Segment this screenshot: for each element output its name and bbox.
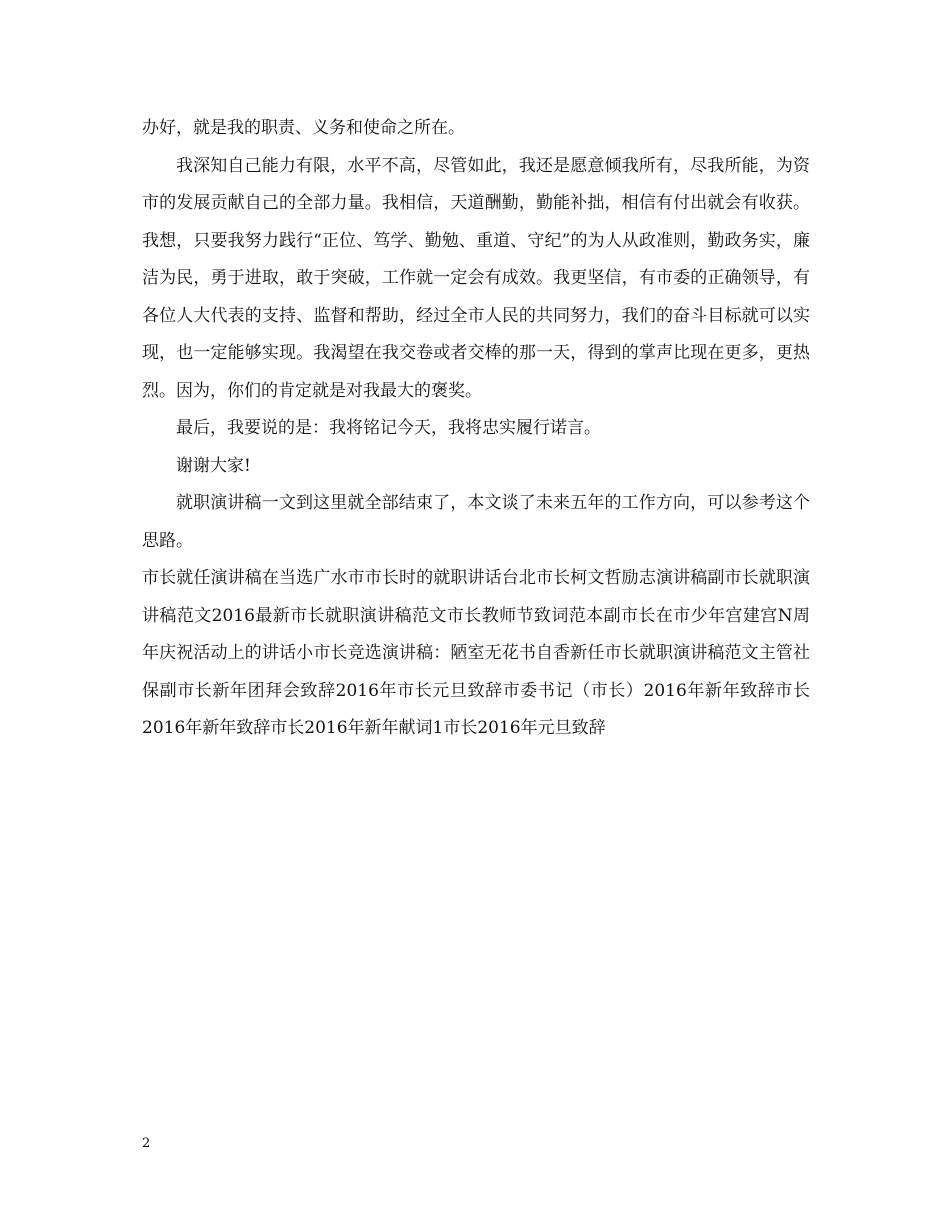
paragraph-closing-remark: 最后，我要说的是：我将铭记今天，我将忠实履行诺言。 <box>176 418 601 438</box>
related-articles-text: 市长就任演讲稿在当选广水市市长时的就职讲话台北市长柯文哲励志演讲稿副市长就职演讲稿范文2016最新市长就职演讲稿范文市长教师节致词范本副市长在市少年宫建宫N周年庆祝活动上的讲话小市长竞选演讲稿：陋室无花书自香新任市长就职演讲稿范文主管社保副市长新年团拜会致辞2016年市长元旦致辞市委书记（市长）2016年新年致辞市长2016年新年致辞市长2016年新年献词1市长2016年元旦致辞 <box>142 568 810 738</box>
paragraph-thanks: 谢谢大家! <box>176 455 251 476</box>
paragraph-commitment: 我深知自己能力有限，水平不高，尽管如此，我还是愿意倾我所有，尽我所能，为资市的发展贡献自己的全部力量。我相信，天道酬勤，勤能补拙，相信有付出就会有收获。我想，只要我努力践行“正位、笃学、勤勉、重道、守纪”的为人从政准则，勤政务实，廉洁为民，勇于进取，敢于突破，工作就一定会有成效。我更坚信，有市委的正确领导，有各位人大代表的支持、监督和帮助，经过全市人民的共同努力，我们的奋斗目标就可以实现，也一定能够实现。我渴望在我交卷或者交棒的那一天，得到的掌声比现在更多，更热烈。因为，你们的肯定就是对我最大的褒奖。 <box>142 155 810 401</box>
page-number: 2 <box>142 1136 151 1151</box>
paragraph-continuation: 办好，就是我的职责、义务和使命之所在。 <box>142 118 465 138</box>
paragraph-summary: 就职演讲稿一文到这里就全部结束了，本文谈了未来五年的工作方向，可以参考这个思路。 <box>142 493 810 551</box>
document-body <box>142 110 810 748</box>
